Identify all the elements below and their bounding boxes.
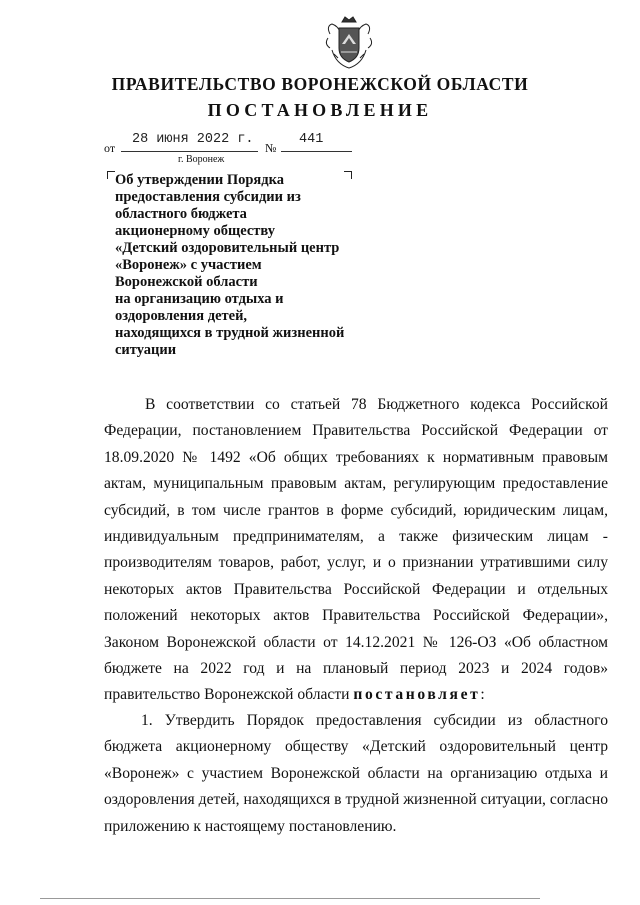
number-label: № [265,141,277,155]
place-of-issue: г. Воронеж [178,154,225,165]
title-line: областного бюджета [115,206,247,222]
title-line: акционерному обществу [115,223,275,239]
title-line: Воронежской области [115,274,258,290]
clause-1-paragraph: 1. Утвердить Порядок предоставления субсидии из областного бюджета акционерному обществу «Детский оздоровительный центр «Воронеж» с участием Воронежской области на организацию отдыха и оздоровления детей, находящихся в трудной жизненной ситуации, согласно приложению к настоящему постановлению. [104,712,608,835]
title-line: предоставления субсидии из [115,189,301,205]
number-underline [281,151,352,152]
document-type: ПОСТАНОВЛЕНИЕ [207,100,433,120]
document-number: 441 [299,132,324,147]
title-line: ситуации [115,342,177,358]
resolution-keyword: постановляет [353,686,481,704]
coat-of-arms-emblem [322,14,376,70]
title-line: «Воронеж» с участием [115,257,262,273]
document-date: 28 июня 2022 г. [132,132,254,147]
preamble-paragraph [104,392,608,709]
date-underline [121,151,258,152]
from-label: от [104,141,116,155]
preamble-text: В соответствии со статьей 78 Бюджетного кодекса Российской Федерации, постановлением Правительства Российской Федерации от 18.09.2020 № 1492 «Об общих требованиях к нормативным правовым актам, муниципальным правовым актам, регулирующим предоставление субсидий, в том числе грантов в форме субсидий, юридическим лицам, индивидуальным предпринимателям, а также физическим лицам - производителям товаров, работ, услуг, и о признании утратившими силу некоторых актов Правительства Российской Федерации и отдельных положений некоторых актов Правительства Российской Федерации», Законом Воронежской области от 14.12.2021 № 126-ОЗ «Об областном бюджете на 2022 год и на плановый период 2023 и 2024 годов» правительство Воронежской области [104,396,608,704]
title-line: оздоровления детей, [115,308,248,324]
title-line: Об утверждении Порядка [115,172,284,188]
page-bottom-rule [40,898,540,899]
preamble-colon: : [480,686,485,704]
document-title [115,172,365,359]
title-corner-left [107,171,115,179]
title-line: на организацию отдыха и [115,291,284,307]
government-title: ПРАВИТЕЛЬСТВО ВОРОНЕЖСКОЙ ОБЛАСТИ [111,74,529,94]
title-line: находящихся в трудной жизненной [115,325,345,341]
title-line: «Детский оздоровительный центр [115,240,340,256]
